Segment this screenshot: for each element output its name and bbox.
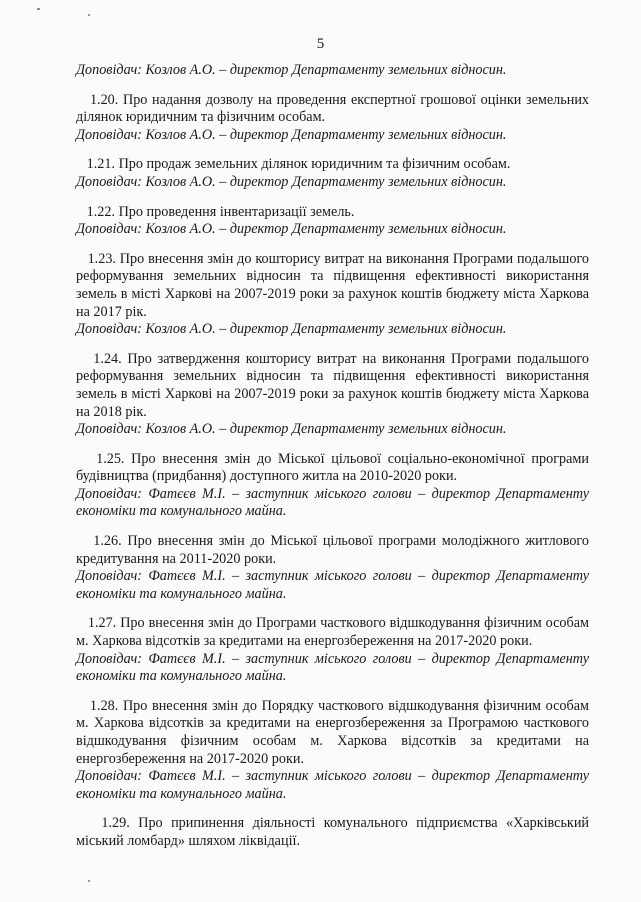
scan-mark xyxy=(88,14,90,16)
agenda-item xyxy=(76,156,589,191)
document-body xyxy=(76,62,589,851)
agenda-item-number: 1.22. xyxy=(86,203,116,220)
agenda-item-speaker: Доповідач: Козлов А.О. – директор Департаменту земельних відносин. xyxy=(76,173,507,190)
agenda-item xyxy=(76,92,589,145)
scan-mark xyxy=(37,8,40,10)
agenda-item-speaker: Доповідач: Фатєєв М.І. – заступник міського голови – директор Департаменту економіки та комунального майна. xyxy=(76,650,589,685)
agenda-item-title: 1.29. Про припинення діяльності комунального підприємства «Харківський міський ломбард» шляхом ліквідації. xyxy=(76,815,589,849)
agenda-item-title: 1.25. Про внесення змін до Міської цільової соціально-економічної програми будівництва (придбання) доступного житла на 2010-2020 роки. xyxy=(76,450,589,485)
agenda-item-title: 1.26. Про внесення змін до Міської цільової програми молодіжного житлового кредитування на 2011-2020 роки. xyxy=(76,533,589,567)
agenda-item xyxy=(76,615,589,685)
agenda-list xyxy=(76,92,589,851)
agenda-item-title: 1.28. Про внесення змін до Порядку часткового відшкодування фізичним особам м. Харкова відсотків за кредитами на енергозбереження за Програмою часткового відшкодування фізичним особам м. Харкова відсотків за кредитами на енергозбереження на 2017-2020 роки. xyxy=(76,697,589,767)
agenda-item-speaker: Доповідач: Фатєєв М.І. – заступник міського голови – директор Департаменту економіки та комунального майна. xyxy=(76,568,589,602)
agenda-item-number: 1.27. xyxy=(87,615,117,632)
agenda-item xyxy=(76,815,589,850)
agenda-item-title: 1.21. Про продаж земельних ділянок юридичним та фізичним особам. xyxy=(86,156,511,173)
agenda-item-speaker: Доповідач: Козлов А.О. – директор Департаменту земельних відносин. xyxy=(76,421,507,438)
agenda-item xyxy=(76,533,589,603)
page-number: 5 xyxy=(316,36,325,52)
agenda-item-number: 1.21. xyxy=(86,156,116,173)
agenda-item-number: 1.24. xyxy=(93,350,122,367)
agenda-item xyxy=(76,698,589,804)
agenda-item xyxy=(76,204,589,239)
agenda-item xyxy=(76,451,589,521)
agenda-item-number: 1.20. xyxy=(89,91,119,108)
agenda-item-title: 1.22. Про проведення інвентаризації земель. xyxy=(86,203,355,220)
agenda-item xyxy=(76,251,589,339)
agenda-item-speaker: Доповідач: Козлов А.О. – директор Департаменту земельних відносин. xyxy=(76,321,507,338)
agenda-item-number: 1.26. xyxy=(93,533,122,550)
first-speaker: Доповідач: Козлов А.О. – директор Департаменту земельних відносин. xyxy=(76,62,507,78)
agenda-item-title: 1.20. Про надання дозволу на проведення експертної грошової оцінки земельних ділянок юридичним та фізичним особам. xyxy=(76,91,590,126)
agenda-item-title: 1.24. Про затвердження кошторису витрат на виконання Програми подальшого реформування земельних відносин та підвищення ефективності використання земель в місті Харкові на 2007-2019 роки за рахунок коштів бюджету міста Харкова на 2018 рік. xyxy=(76,350,589,420)
agenda-item-title: 1.27. Про внесення змін до Програми часткового відшкодування фізичним особам м. Харкова відсотків за кредитами на енергозбереження на 2017-2020 роки. xyxy=(76,615,589,650)
scan-mark xyxy=(88,880,90,882)
agenda-item xyxy=(76,351,589,439)
agenda-item-speaker: Доповідач: Козлов А.О. – директор Департаменту земельних відносин. xyxy=(76,221,507,238)
agenda-item-number: 1.28. xyxy=(89,697,119,714)
agenda-item-speaker: Доповідач: Козлов А.О. – директор Департаменту земельних відносин. xyxy=(76,126,507,143)
agenda-item-number: 1.25. xyxy=(96,450,125,467)
agenda-item-speaker: Доповідач: Фатєєв М.І. – заступник міського голови – директор Департаменту економіки та комунального майна. xyxy=(76,768,589,802)
agenda-item-number: 1.23. xyxy=(87,250,116,267)
agenda-item-speaker: Доповідач: Фатєєв М.І. – заступник міського голови – директор Департаменту економіки та комунального майна. xyxy=(76,485,589,520)
agenda-item-number: 1.29. xyxy=(101,815,130,832)
agenda-item-title: 1.23. Про внесення змін до кошторису витрат на виконання Програми подальшого реформування земельних відносин та підвищення ефективності використання земель в місті Харкові на 2007-2019 роки за рахунок коштів бюджету міста Харкова на 2017 рік. xyxy=(76,250,589,320)
